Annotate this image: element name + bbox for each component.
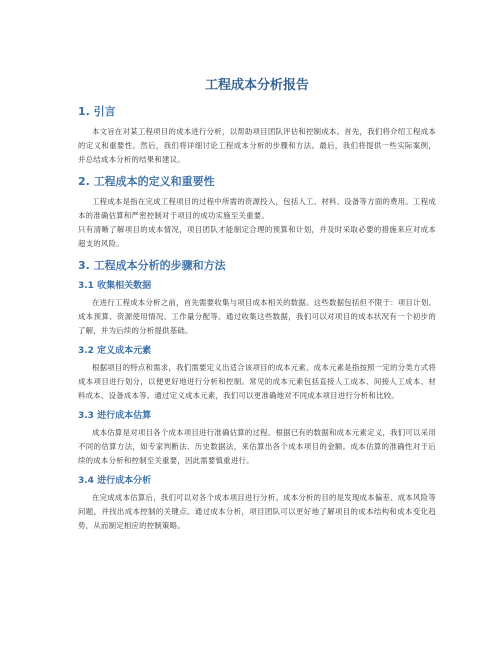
document-title: 工程成本分析报告 (204, 78, 309, 93)
analysis-paragraph: 在完成成本估算后，我们可以对各个成本项目进行分析。成本分析的目的是发现成本偏差、成本风险等问题，并找出成本控制的关键点。通过成本分析，项目团队可以更好地了解项目的成本结构和成本变化趋势，从而制定相应的控制策略。 (78, 493, 436, 530)
subsection-heading-estimate: 3.3 进行成本估算 (78, 411, 152, 421)
estimate-paragraph: 成本估算是对项目各个成本项目进行准确估算的过程。根据已有的数据和成本元素定义，我们可以采用不同的估算方法，如专家判断法、历史数据法，来估算出各个成本项目的金额。成本估算的准确性对于后续的成本分析和控制至关重要，因此需要慎重进行。 (78, 428, 436, 465)
introduction-paragraph: 本文旨在对某工程项目的成本进行分析，以帮助项目团队评估和控制成本。首先，我们将介绍工程成本的定义和重要性。然后，我们将详细讨论工程成本分析的步骤和方法。最后，我们将提供一些实际案例，并总结成本分析的结果和建议。 (78, 127, 436, 164)
subsection-heading-analysis: 3.4 进行成本分析 (78, 476, 152, 486)
collect-data-paragraph: 在进行工程成本分析之前，首先需要收集与项目成本相关的数据。这些数据包括但不限于：项目计划、成本预算、资源使用情况、工作量分配等。通过收集这些数据，我们可以对项目的成本状况有一个初步的了解，并为后续的分析提供基础。 (78, 298, 436, 335)
subsection-heading-define-elements: 3.2 定义成本元素 (78, 346, 152, 356)
define-elements-paragraph: 根据项目的特点和需求，我们需要定义出适合该项目的成本元素。成本元素是指按照一定的分类方式将成本项目进行划分，以便更好地进行分析和控制。常见的成本元素包括直接人工成本、间接人工成本、材料成本、设备成本等。通过定义成本元素，我们可以更准确地对不同成本项目进行分析和比较。 (78, 363, 436, 400)
section-heading-steps: 3. 工程成本分析的步骤和方法 (78, 259, 226, 272)
definition-paragraph: 工程成本是指在完成工程项目的过程中所需的资源投入，包括人工、材料、设备等方面的费用。工程成本的准确估算和严密控制对于项目的成功实施至关重要。 (78, 197, 436, 220)
definition-paragraph-continued: 只有清晰了解项目的成本情况，项目团队才能制定合理的预算和计划，并及时采取必要的措施来应对成本超支的风险。 (78, 225, 436, 248)
section-heading-introduction: 1. 引言 (78, 105, 116, 118)
subsection-heading-collect-data: 3.1 收集相关数据 (78, 281, 152, 291)
section-heading-definition: 2. 工程成本的定义和重要性 (78, 175, 215, 188)
